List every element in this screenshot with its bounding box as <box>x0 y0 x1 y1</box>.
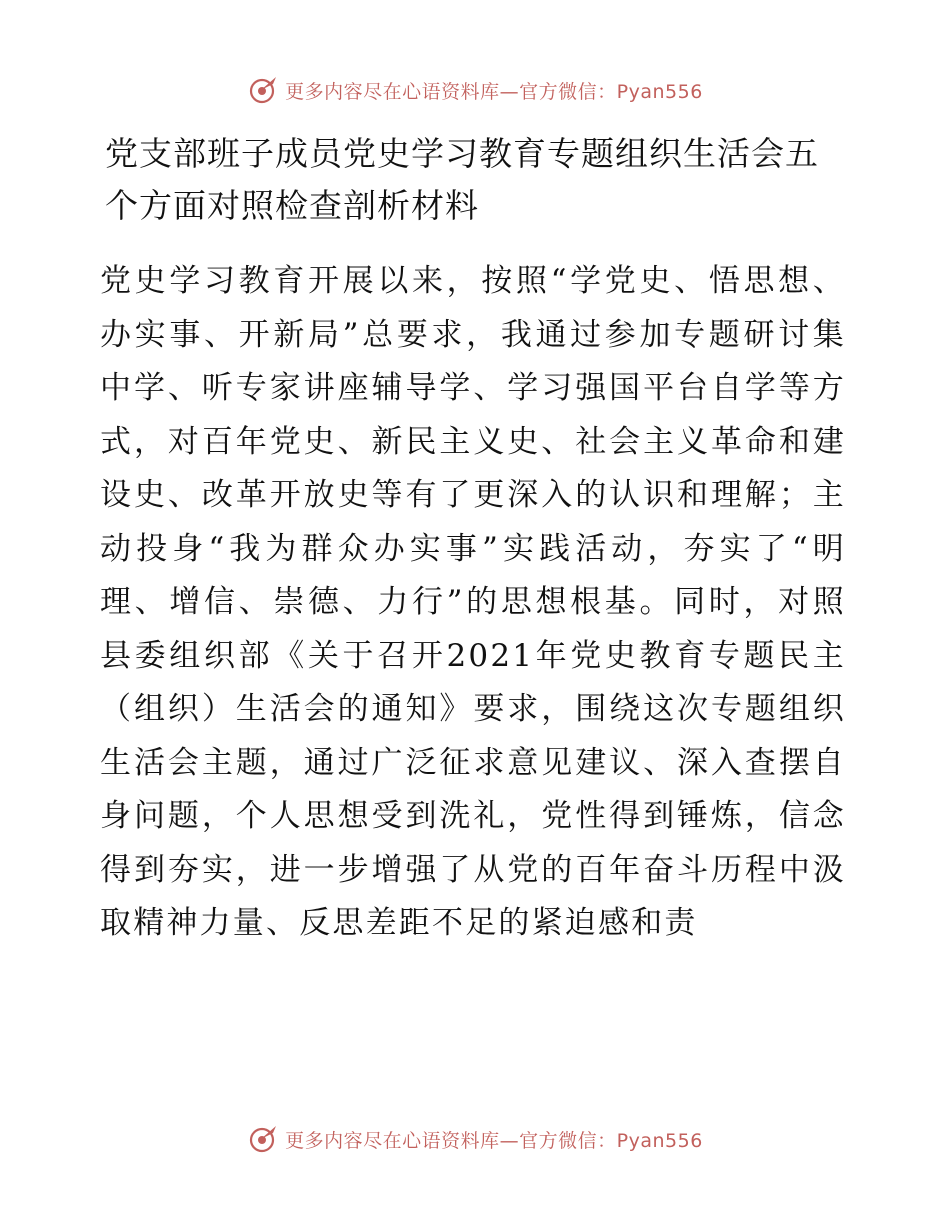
watermark-text: 更多内容尽在心语资料库—官方微信：Pyan556 <box>285 80 703 103</box>
footer-watermark <box>0 1119 950 1159</box>
quill-seal-icon <box>247 1123 279 1155</box>
document-title: 党支部班子成员党史学习教育专题组织生活会五个方面对照检查剖析材料 <box>105 134 819 225</box>
watermark-text: 更多内容尽在心语资料库—官方微信：Pyan556 <box>285 1129 703 1152</box>
header-watermark <box>0 70 950 110</box>
document-paragraph: 党史学习教育开展以来，按照“学党史、悟思想、办实事、开新局”总要求，我通过参加专题研讨集中学、听专家讲座辅导学、学习强国平台自学等方式，对百年党史、新民主义史、社会主义革命和建设史、改革开放史等有了更深入的认识和理解；主动投身“我为群众办实事”实践活动，夯实了“明理、增信、崇德、力行”的思想根基。同时，对照县委组织部《关于召开2021年党史教育专题民主（组织）生活会的通知》要求，围绕这次专题组织生活会主题，通过广泛征求意见建议、深入查摆自身问题，个人思想受到洗礼，党性得到锤炼，信念得到夯实，进一步增强了从党的百年奋斗历程中汲取精神力量、反思差距不足的紧迫感和责 <box>100 263 846 941</box>
quill-seal-icon <box>247 74 279 106</box>
